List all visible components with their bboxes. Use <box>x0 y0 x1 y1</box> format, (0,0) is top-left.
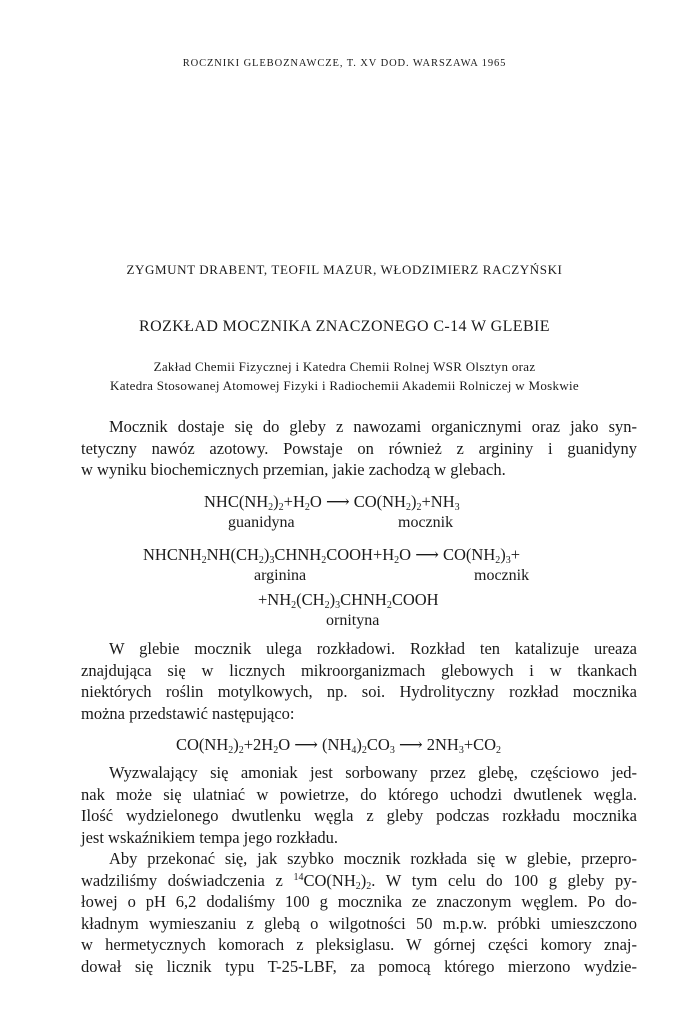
label-ornityna: ornityna <box>326 612 380 629</box>
label-arginina: arginina <box>254 567 307 584</box>
text-line: można przedstawić następująco: <box>81 703 295 723</box>
text-line: znajdująca się w licznych mikroorganizmach glebowych i w tkankach <box>81 660 637 680</box>
paragraph-experiment <box>81 848 637 977</box>
equation-arginine-continued: $+NH_2(CH_2)_3CHNH_2COOH$ <box>258 590 439 611</box>
text-line: tetyczny nawóz azotowy. Powstaje on również z argininy i guanidyny <box>81 438 637 458</box>
text-line: Mocznik dostaje się do gleby z nawozami organicznymi oraz jako syn- <box>109 417 637 436</box>
label-mocznik: mocznik <box>474 567 530 584</box>
text-line: wadziliśmy doświadczenia z $^{14}CO(NH_2)_2$. W tym celu do 100 g gleby py- <box>81 870 637 892</box>
label-mocznik: mocznik <box>398 514 454 531</box>
paragraph-intro <box>81 416 637 481</box>
equation-guanidine: $NHC(NH_2)_2+H_2O$ ⟶ $CO(NH_2)_2+NH_3$ <box>204 492 460 513</box>
equation-hydrolysis: $CO(NH_2)_2+2H_2O$ ⟶ $(NH_4)_2CO_3$ ⟶ $2NH_3+CO_2$ <box>176 735 502 756</box>
text-line: dował się licznik typu T-25-LBF, za pomocą którego mierzono wydzie- <box>81 956 637 976</box>
label-guanidyna: guanidyna <box>228 514 295 531</box>
paragraph-ammonia <box>81 762 637 848</box>
running-head: ROCZNIKI GLEBOZNAWCZE, T. XV DOD. WARSZAWA 1965 <box>182 58 507 69</box>
text-line: łowej o pH 6,2 dodaliśmy 100 g mocznika ze znaczonym węglem. Po do- <box>81 892 637 911</box>
text-line: Ilość wydzielonego dwutlenku węgla z gleby podczas rozkładu mocznika <box>81 806 637 825</box>
text-line: kładnym wymieszaniu z glebą o wilgotności 50 m.p.w. próbki umieszczono <box>81 913 637 933</box>
article-title: ROZKŁAD MOCZNIKA ZNACZONEGO C-14 W GLEBIE <box>139 318 550 335</box>
text-line: nak może się ulatniać w powietrze, do którego uchodzi dwutlenek węgla. <box>81 784 637 804</box>
text-line: niektórych roślin motylkowych, np. soi. Hydrolityczny rozkład mocznika <box>81 682 637 701</box>
affiliation-line: Zakład Chemii Fizycznej i Katedra Chemii Rolnej WSR Olsztyn oraz <box>153 359 536 374</box>
affiliation-line: Katedra Stosowanej Atomowej Fizyki i Radiochemii Akademii Rolniczej w Moskwie <box>110 378 579 393</box>
text-line: jest wskaźnikiem tempa jego rozkładu. <box>81 827 339 847</box>
text-line: w hermetycznych komorach z pleksiglasu. W górnej części komory znaj- <box>81 935 637 954</box>
paragraph-urease <box>81 638 637 724</box>
text-line: Aby przekonać się, jak szybko mocznik rozkłada się w glebie, przepro- <box>109 849 637 868</box>
text-line: W glebie mocznik ulega rozkładowi. Rozkład ten katalizuje ureaza <box>109 639 637 658</box>
authors: ZYGMUNT DRABENT, TEOFIL MAZUR, WŁODZIMIERZ RACZYŃSKI <box>126 262 563 277</box>
text-line: Wyzwalający się amoniak jest sorbowany przez glebę, częściowo jed- <box>109 763 637 782</box>
text-line: w wyniku biochemicznych przemian, jakie zachodzą w glebach. <box>81 460 506 479</box>
equation-arginine: $NHCNH_2NH(CH_2)_3CHNH_2COOH+H_2O$ ⟶ $CO(NH_2)_3+$ <box>143 545 521 566</box>
